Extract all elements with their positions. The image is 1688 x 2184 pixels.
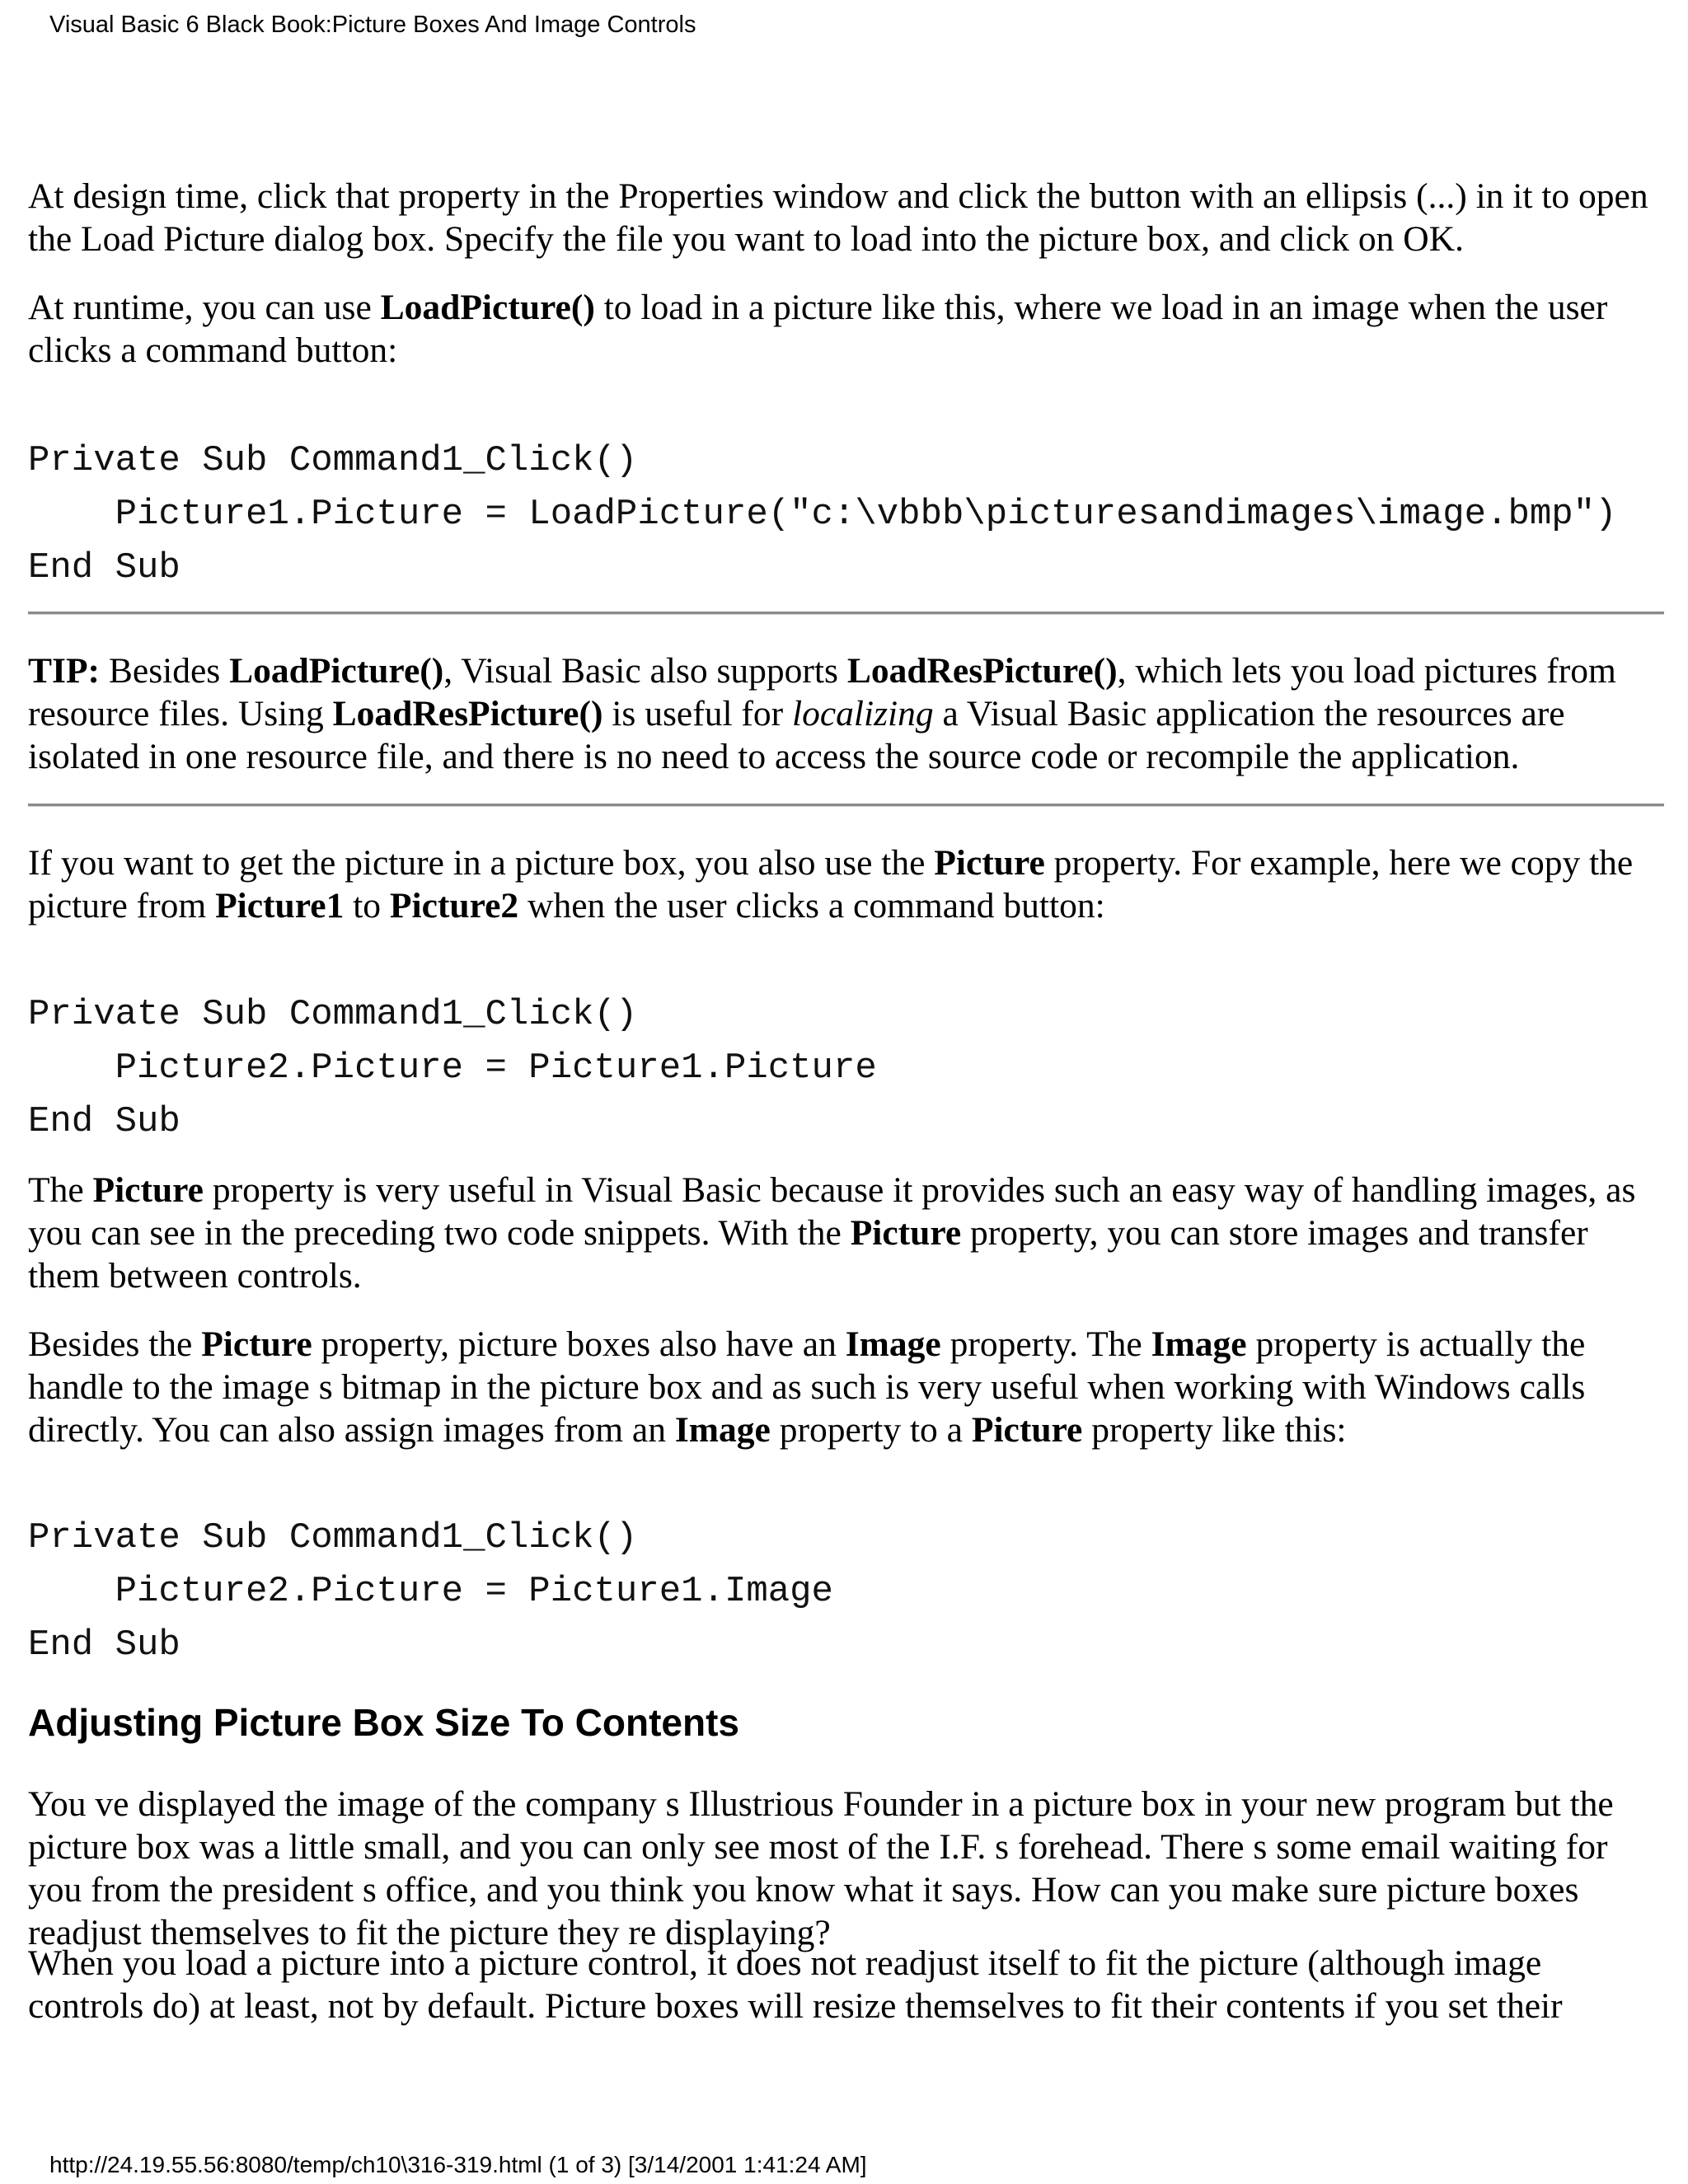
paragraph-design-time: At design time, click that property in the Properties window and click the button with an ellipsis (...) in it to open the Load Picture dialog box. Specify the file you want to load into the picture box, and click on OK. [28, 176, 1648, 259]
paragraph-image-property: Besides the Picture property, picture boxes also have an Image property. The Image property is actually the handle to the image s bitmap in the picture box and as such is very useful when working with Windows calls directly. You can also assign images from an Image property to a Picture property like this: [28, 1324, 1586, 1450]
horizontal-rule [28, 612, 1664, 615]
paragraph-resize: When you load a picture into a picture control, it does not readjust itself to fit the picture (although image controls do) at least, not by default. Picture boxes will resize themselves to fit their contents if you set their [28, 1943, 1563, 2026]
paragraph-get-picture: If you want to get the picture in a picture box, you also use the Picture property. For example, here we copy the picture from Picture1 to Picture2 when the user clicks a command button: [28, 843, 1634, 926]
paragraph-runtime: At runtime, you can use LoadPicture() to load in a picture like this, where we load in an image when the user clicks a command button: [28, 288, 1608, 370]
code-block-copy-picture: Private Sub Command1_Click() Picture2.Picture = Picture1.Picture End Sub [28, 994, 877, 1142]
horizontal-rule [28, 804, 1664, 807]
paragraph-picture-property: The Picture property is very useful in Visual Basic because it provides such an easy way of handling images, as you can see in the preceding two code snippets. With the Picture property, you can store images and transfer them between controls. [28, 1170, 1636, 1296]
tip-paragraph: TIP: Besides LoadPicture(), Visual Basic also supports LoadResPicture(), which lets you load pictures from resource files. Using LoadResPicture() is useful for localizing a Visual Basic application the resources are isolated in one resource file, and there is no need to access the source code or recompile the application. [28, 651, 1616, 776]
code-term: LoadPicture() [380, 288, 595, 327]
code-block-load-picture: Private Sub Command1_Click() Picture1.Picture = LoadPicture("c:\vbbb\picturesandimages\image.bmp") End Sub [28, 440, 1617, 588]
page-header-title: Visual Basic 6 Black Book:Picture Boxes And Image Controls [49, 12, 696, 38]
paragraph-founder: You ve displayed the image of the company s Illustrious Founder in a picture box in your new program but the picture box was a little small, and you can only see most of the I.F. s forehead. There s some email waiting for you from the president s office, and you think you know what it says. How can you make sure picture boxes readjust themselves to fit the picture they re displaying? [28, 1784, 1614, 1952]
tip-label: TIP: [28, 651, 100, 691]
page-footer-url: http://24.19.55.56:8080/temp/ch10\316-319.html (1 of 3) [3/14/2001 1:41:24 AM] [49, 2152, 867, 2177]
section-heading: Adjusting Picture Box Size To Contents [28, 1701, 739, 1744]
code-block-assign-image: Private Sub Command1_Click() Picture2.Picture = Picture1.Image End Sub [28, 1517, 833, 1666]
